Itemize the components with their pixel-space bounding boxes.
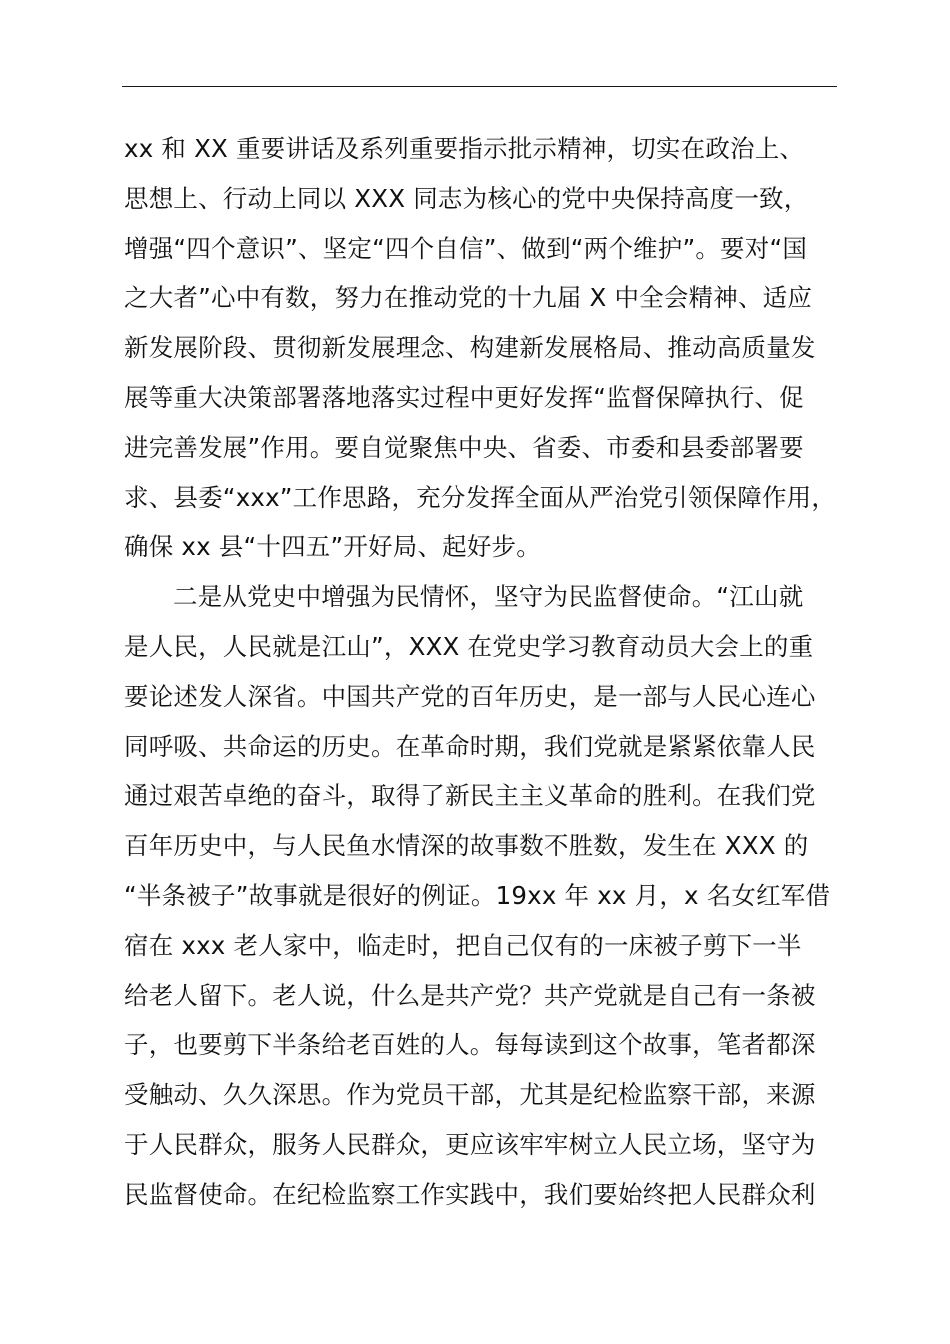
text-line: 于人民群众，服务人民群众，更应该牢牢树立人民立场，坚守为 bbox=[124, 1129, 816, 1159]
text-line: 宿在 xxx 老人家中，临走时，把自己仅有的一床被子剪下一半 bbox=[124, 930, 802, 960]
text-line: 民监督使命。在纪检监察工作实践中，我们要始终把人民群众利 bbox=[124, 1179, 816, 1209]
text-line: 进完善发展”作用。要自觉聚焦中央、省委、市委和县委部署要 bbox=[124, 432, 804, 462]
text-line: xx 和 XX 重要讲话及系列重要指示批示精神，切实在政治上、 bbox=[124, 134, 805, 163]
header-rule bbox=[122, 86, 837, 87]
text-line: 之大者”心中有数，努力在推动党的十九届 X 中全会精神、适应 bbox=[124, 283, 813, 313]
text-line: 百年历史中，与人民鱼水情深的故事数不胜数，发生在 XXX 的 bbox=[124, 831, 809, 861]
text-line: 要论述发人深省。中国共产党的百年历史，是一部与人民心连心 bbox=[124, 681, 816, 711]
text-line: 确保 xx 县“十四五”开好局、起好步。 bbox=[124, 532, 541, 562]
text-line: 给老人留下。老人说，什么是共产党？共产党就是自己有一条被 bbox=[124, 980, 816, 1010]
text-line: 子，也要剪下半条给老百姓的人。每每读到这个故事，笔者都深 bbox=[124, 1030, 816, 1060]
text-line: 同呼吸、共命运的历史。在革命时期，我们党就是紧紧依靠人民 bbox=[124, 731, 816, 761]
text-line: 思想上、行动上同以 XXX 同志为核心的党中央保持高度一致， bbox=[124, 183, 809, 213]
text-line: 增强“四个意识”、坚定“四个自信”、做到“两个维护”。要对“国 bbox=[124, 233, 808, 263]
document-body bbox=[124, 124, 864, 1220]
text-line: “半条被子”故事就是很好的例证。19xx 年 xx 月，x 名女红军借 bbox=[124, 880, 831, 910]
text-line: 通过艰苦卓绝的奋斗，取得了新民主主义革命的胜利。在我们党 bbox=[124, 781, 816, 811]
paragraph-start-line: 二是从党史中增强为民情怀，坚守为民监督使命。“江山就 bbox=[173, 582, 804, 612]
text-line: 求、县委“xxx”工作思路，充分发挥全面从严治党引领保障作用， bbox=[124, 482, 837, 512]
text-line: 新发展阶段、贯彻新发展理念、构建新发展格局、推动高质量发 bbox=[124, 333, 816, 363]
text-line: 展等重大决策部署落地落实过程中更好发挥“监督保障执行、促 bbox=[124, 382, 804, 412]
text-line: 受触动、久久深思。作为党员干部，尤其是纪检监察干部，来源 bbox=[124, 1080, 816, 1110]
text-line: 是人民，人民就是江山”，XXX 在党史学习教育动员大会上的重 bbox=[124, 631, 814, 661]
